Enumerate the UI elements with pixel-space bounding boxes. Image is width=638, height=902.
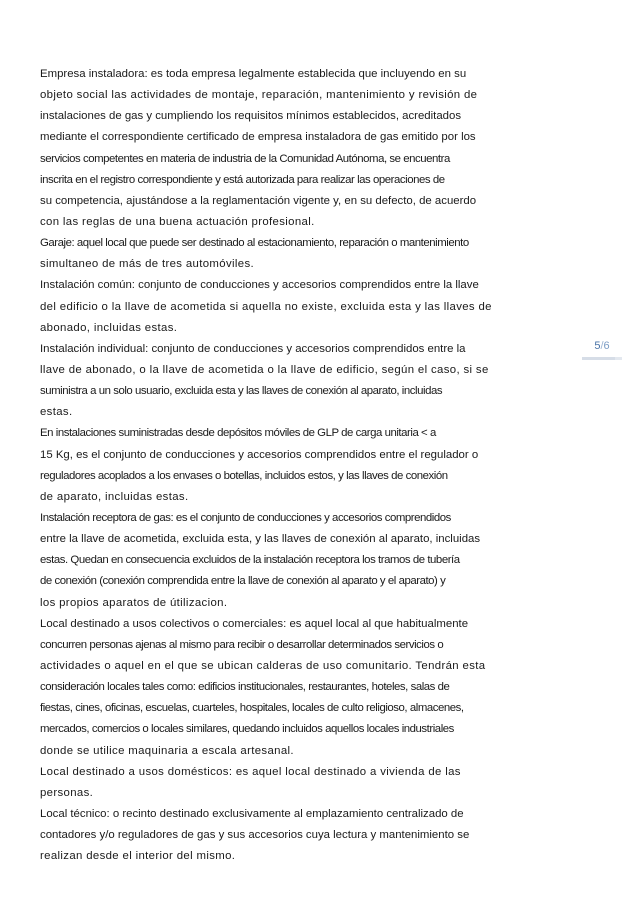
current-page: 5 — [594, 340, 601, 352]
text-line: Instalación común: conjunto de conducciones y accesorios comprendidos entre la llave — [40, 279, 479, 292]
text-line: contadores y/o reguladores de gas y sus accesorios cuya lectura y mantenimiento se — [40, 829, 470, 842]
text-line: estas. Quedan en consecuencia excluidos de la instalación receptora los tramos de tubería — [40, 554, 460, 567]
text-line: abonado, incluidas estas. — [40, 321, 178, 334]
text-line: En instalaciones suministradas desde depósitos móviles de GLP de carga unitaria < a — [40, 427, 436, 440]
text-line: suministra a un solo usuario, excluida esta y las llaves de conexión al aparato, incluidas — [40, 385, 443, 398]
text-line: reguladores acoplados a los envases o botellas, incluidos estos, y las llaves de conexión — [40, 469, 448, 482]
text-line: instalaciones de gas y cumpliendo los requisitos mínimos establecidos, acreditados — [40, 110, 462, 123]
text-line: Instalación receptora de gas: es el conjunto de conducciones y accesorios comprendidos — [40, 511, 451, 524]
text-line: llave de abonado, o la llave de acometida o la llave de edificio, según el caso, si se — [40, 363, 489, 376]
text-line: 15 Kg, es el conjunto de conducciones y accesorios comprendidos entre el regulador o — [40, 448, 479, 461]
text-line: Empresa instaladora: es toda empresa legalmente establecida que incluyendo en su — [40, 68, 467, 80]
text-line: Instalación individual: conjunto de conducciones y accesorios comprendidos entre la — [40, 342, 466, 355]
text-line: Local destinado a usos domésticos: es aquel local destinado a vivienda de las — [40, 765, 461, 778]
document-body — [40, 64, 492, 867]
text-line: Garaje: aquel local que puede ser destinado al estacionamiento, reparación o mantenimiento — [40, 237, 469, 250]
page-indicator — [582, 340, 622, 352]
total-pages: 6 — [603, 340, 610, 352]
text-line: mercados, comercios o locales similares, quedando incluidos aquellos locales industriales — [40, 723, 454, 736]
text-line: actividades o aquel en el que se ubican calderas de uso comunitario. Tendrán esta — [40, 659, 486, 672]
text-line: Local destinado a usos colectivos o comerciales: es aquel local al que habitualmente — [40, 617, 469, 630]
page-progress-bar — [582, 357, 622, 360]
text-line: con las reglas de una buena actuación profesional. — [40, 215, 315, 228]
text-line: donde se utilice maquinaria a escala artesanal. — [40, 744, 294, 757]
text-line: personas. — [40, 786, 94, 799]
text-line: entre la llave de acometida, excluida esta, y las llaves de conexión al aparato, incluidas — [40, 533, 481, 546]
text-line: realizan desde el interior del mismo. — [40, 850, 236, 863]
text-line: mediante el correspondiente certificado de empresa instaladora de gas emitido por los — [40, 131, 476, 144]
text-line: de conexión (conexión comprendida entre la llave de conexión al aparato y el aparato) y — [40, 575, 446, 588]
text-line: Local técnico: o recinto destinado exclusivamente al emplazamiento centralizado de — [40, 807, 464, 820]
text-line: de aparato, incluidas estas. — [40, 490, 189, 503]
page-separator: / — [600, 340, 604, 352]
text-line: inscrita en el registro correspondiente y está autorizada para realizar las operaciones de — [40, 173, 445, 186]
text-line: objeto social las actividades de montaje, reparación, mantenimiento y revisión de — [40, 89, 478, 102]
text-line: los propios aparatos de útilizacion. — [40, 596, 228, 609]
text-line: simultaneo de más de tres automóviles. — [40, 258, 254, 271]
page-progress-fill — [582, 357, 615, 360]
text-line: concurren personas ajenas al mismo para recibir o desarrollar determinados servicios o — [40, 638, 444, 651]
text-line: del edificio o la llave de acometida si aquella no existe, excluida esta y las llaves de — [40, 300, 492, 313]
text-line: servicios competentes en materia de industria de la Comunidad Autónoma, se encuentra — [40, 152, 450, 165]
text-line: su competencia, ajustándose a la reglamentación vigente y, en su defecto, de acuerdo — [40, 194, 477, 207]
text-line: fiestas, cines, oficinas, escuelas, cuarteles, hospitales, locales de culto religioso, almacenes, — [40, 702, 464, 715]
text-line: consideración locales tales como: edificios institucionales, restaurantes, hoteles, salas de — [40, 681, 450, 694]
text-line: estas. — [40, 406, 73, 419]
